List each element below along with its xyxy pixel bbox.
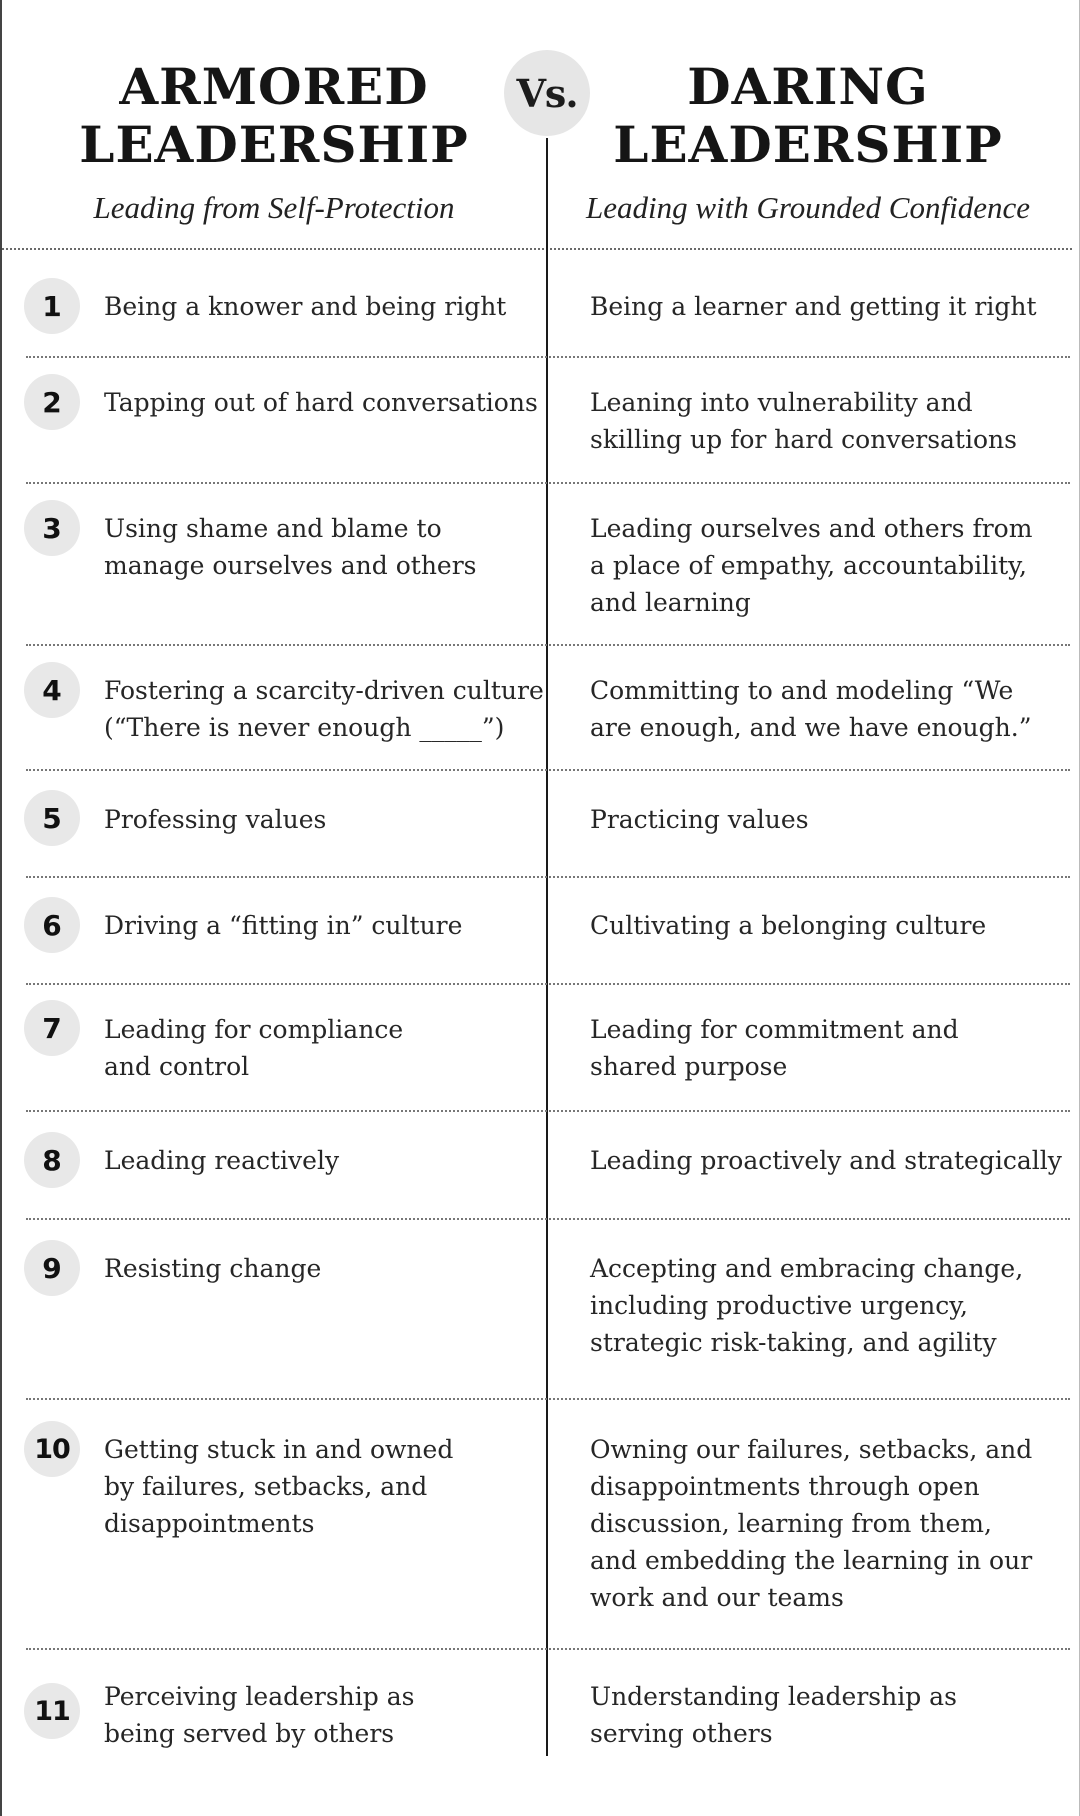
row-number-badge: 7	[24, 1000, 80, 1056]
daring-line: Cultivating a belonging culture	[590, 911, 987, 940]
daring-line: Committing to and modeling “We	[590, 676, 1014, 705]
daring-line: Being a learner and getting it right	[590, 292, 1037, 321]
daring-line: Understanding leadership as	[590, 1682, 957, 1711]
row-number-badge: 9	[24, 1240, 80, 1296]
row-divider	[26, 983, 1070, 985]
daring-line: strategic risk-taking, and agility	[590, 1328, 997, 1357]
daring-behavior	[590, 1250, 1070, 1361]
armored-line: manage ourselves and others	[104, 551, 477, 580]
row-divider	[26, 482, 1070, 484]
armored-line: (“There is never enough _____”)	[104, 713, 505, 742]
row-divider	[26, 1648, 1070, 1650]
row-divider	[26, 1218, 1070, 1220]
daring-line: a place of empathy, accountability,	[590, 551, 1027, 580]
daring-title-line2: LEADERSHIP	[613, 115, 1003, 174]
row-number-badge: 11	[24, 1683, 80, 1739]
daring-line: are enough, and we have enough.”	[590, 713, 1032, 742]
row-divider	[26, 1110, 1070, 1112]
armored-line: disappointments	[104, 1509, 315, 1538]
daring-line: shared purpose	[590, 1052, 788, 1081]
row-number-badge: 2	[24, 374, 80, 430]
armored-behavior	[104, 1011, 534, 1085]
armored-line: Leading for compliance	[104, 1015, 404, 1044]
row-divider	[26, 876, 1070, 878]
daring-behavior	[590, 384, 1070, 458]
row-number-badge: 8	[24, 1132, 80, 1188]
armored-line: Leading reactively	[104, 1146, 340, 1175]
armored-title-line2: LEADERSHIP	[79, 115, 469, 174]
row-number-badge: 3	[24, 500, 80, 556]
armored-subtitle: Leading from Self-Protection	[93, 190, 455, 225]
daring-line: and learning	[590, 588, 751, 617]
row-number-badge: 1	[24, 278, 80, 334]
daring-line: Accepting and embracing change,	[590, 1254, 1024, 1283]
armored-behavior	[104, 907, 534, 944]
row-divider	[26, 769, 1070, 771]
daring-behavior	[590, 1142, 1070, 1179]
daring-behavior	[590, 288, 1070, 325]
armored-line: and control	[104, 1052, 250, 1081]
daring-subtitle: Leading with Grounded Confidence	[585, 190, 1030, 225]
row-divider	[26, 644, 1070, 646]
armored-line: Resisting change	[104, 1254, 322, 1283]
armored-line: being served by others	[104, 1719, 395, 1748]
row-number-badge: 4	[24, 662, 80, 718]
armored-line: Driving a “fitting in” culture	[104, 911, 463, 940]
armored-behavior	[104, 1678, 534, 1752]
daring-line: discussion, learning from them,	[590, 1509, 992, 1538]
armored-line: Getting stuck in and owned	[104, 1435, 454, 1464]
armored-title-line1: ARMORED	[119, 57, 429, 116]
daring-behavior	[590, 907, 1070, 944]
daring-line: Owning our failures, setbacks, and	[590, 1435, 1033, 1464]
daring-line: Leading for commitment and	[590, 1015, 959, 1044]
armored-behavior	[104, 510, 534, 584]
daring-behavior	[590, 1011, 1070, 1085]
armored-line: Fostering a scarcity-driven culture	[104, 676, 544, 705]
daring-line: disappointments through open	[590, 1472, 980, 1501]
daring-line: including productive urgency,	[590, 1291, 968, 1320]
armored-line: by failures, setbacks, and	[104, 1472, 428, 1501]
daring-title-line1: DARING	[687, 57, 929, 116]
daring-line: and embedding the learning in our	[590, 1546, 1033, 1575]
vs-label: Vs.	[516, 70, 578, 116]
row-number-badge: 5	[24, 790, 80, 846]
daring-behavior	[590, 801, 1070, 838]
armored-behavior	[104, 384, 538, 421]
armored-behavior	[104, 288, 534, 325]
row-number-badge: 10	[24, 1421, 80, 1477]
armored-line: Professing values	[104, 805, 327, 834]
daring-line: Leading ourselves and others from	[590, 514, 1033, 543]
armored-line: Being a knower and being right	[104, 292, 507, 321]
daring-line: serving others	[590, 1719, 773, 1748]
armored-behavior	[104, 1142, 534, 1179]
daring-behavior	[590, 1678, 1070, 1752]
armored-behavior	[104, 1431, 534, 1542]
daring-line: skilling up for hard conversations	[590, 425, 1017, 454]
header-divider	[2, 248, 1072, 250]
armored-line: Using shame and blame to	[104, 514, 442, 543]
row-divider	[26, 1398, 1070, 1400]
daring-line: Practicing values	[590, 805, 809, 834]
center-divider	[546, 138, 548, 1756]
armored-behavior	[104, 672, 544, 746]
row-divider	[26, 356, 1070, 358]
armored-leadership-title	[24, 58, 524, 174]
armored-behavior	[104, 1250, 534, 1287]
armored-behavior	[104, 801, 534, 838]
daring-line: Leading proactively and strategically	[590, 1146, 1062, 1175]
daring-line: work and our teams	[590, 1583, 844, 1612]
armored-line: Perceiving leadership as	[104, 1682, 415, 1711]
daring-behavior	[590, 672, 1070, 746]
daring-behavior	[590, 510, 1070, 621]
daring-behavior	[590, 1431, 1070, 1616]
daring-line: Leaning into vulnerability and	[590, 388, 973, 417]
armored-line: Tapping out of hard conversations	[104, 388, 538, 417]
row-number-badge: 6	[24, 897, 80, 953]
daring-leadership-title	[558, 58, 1058, 174]
